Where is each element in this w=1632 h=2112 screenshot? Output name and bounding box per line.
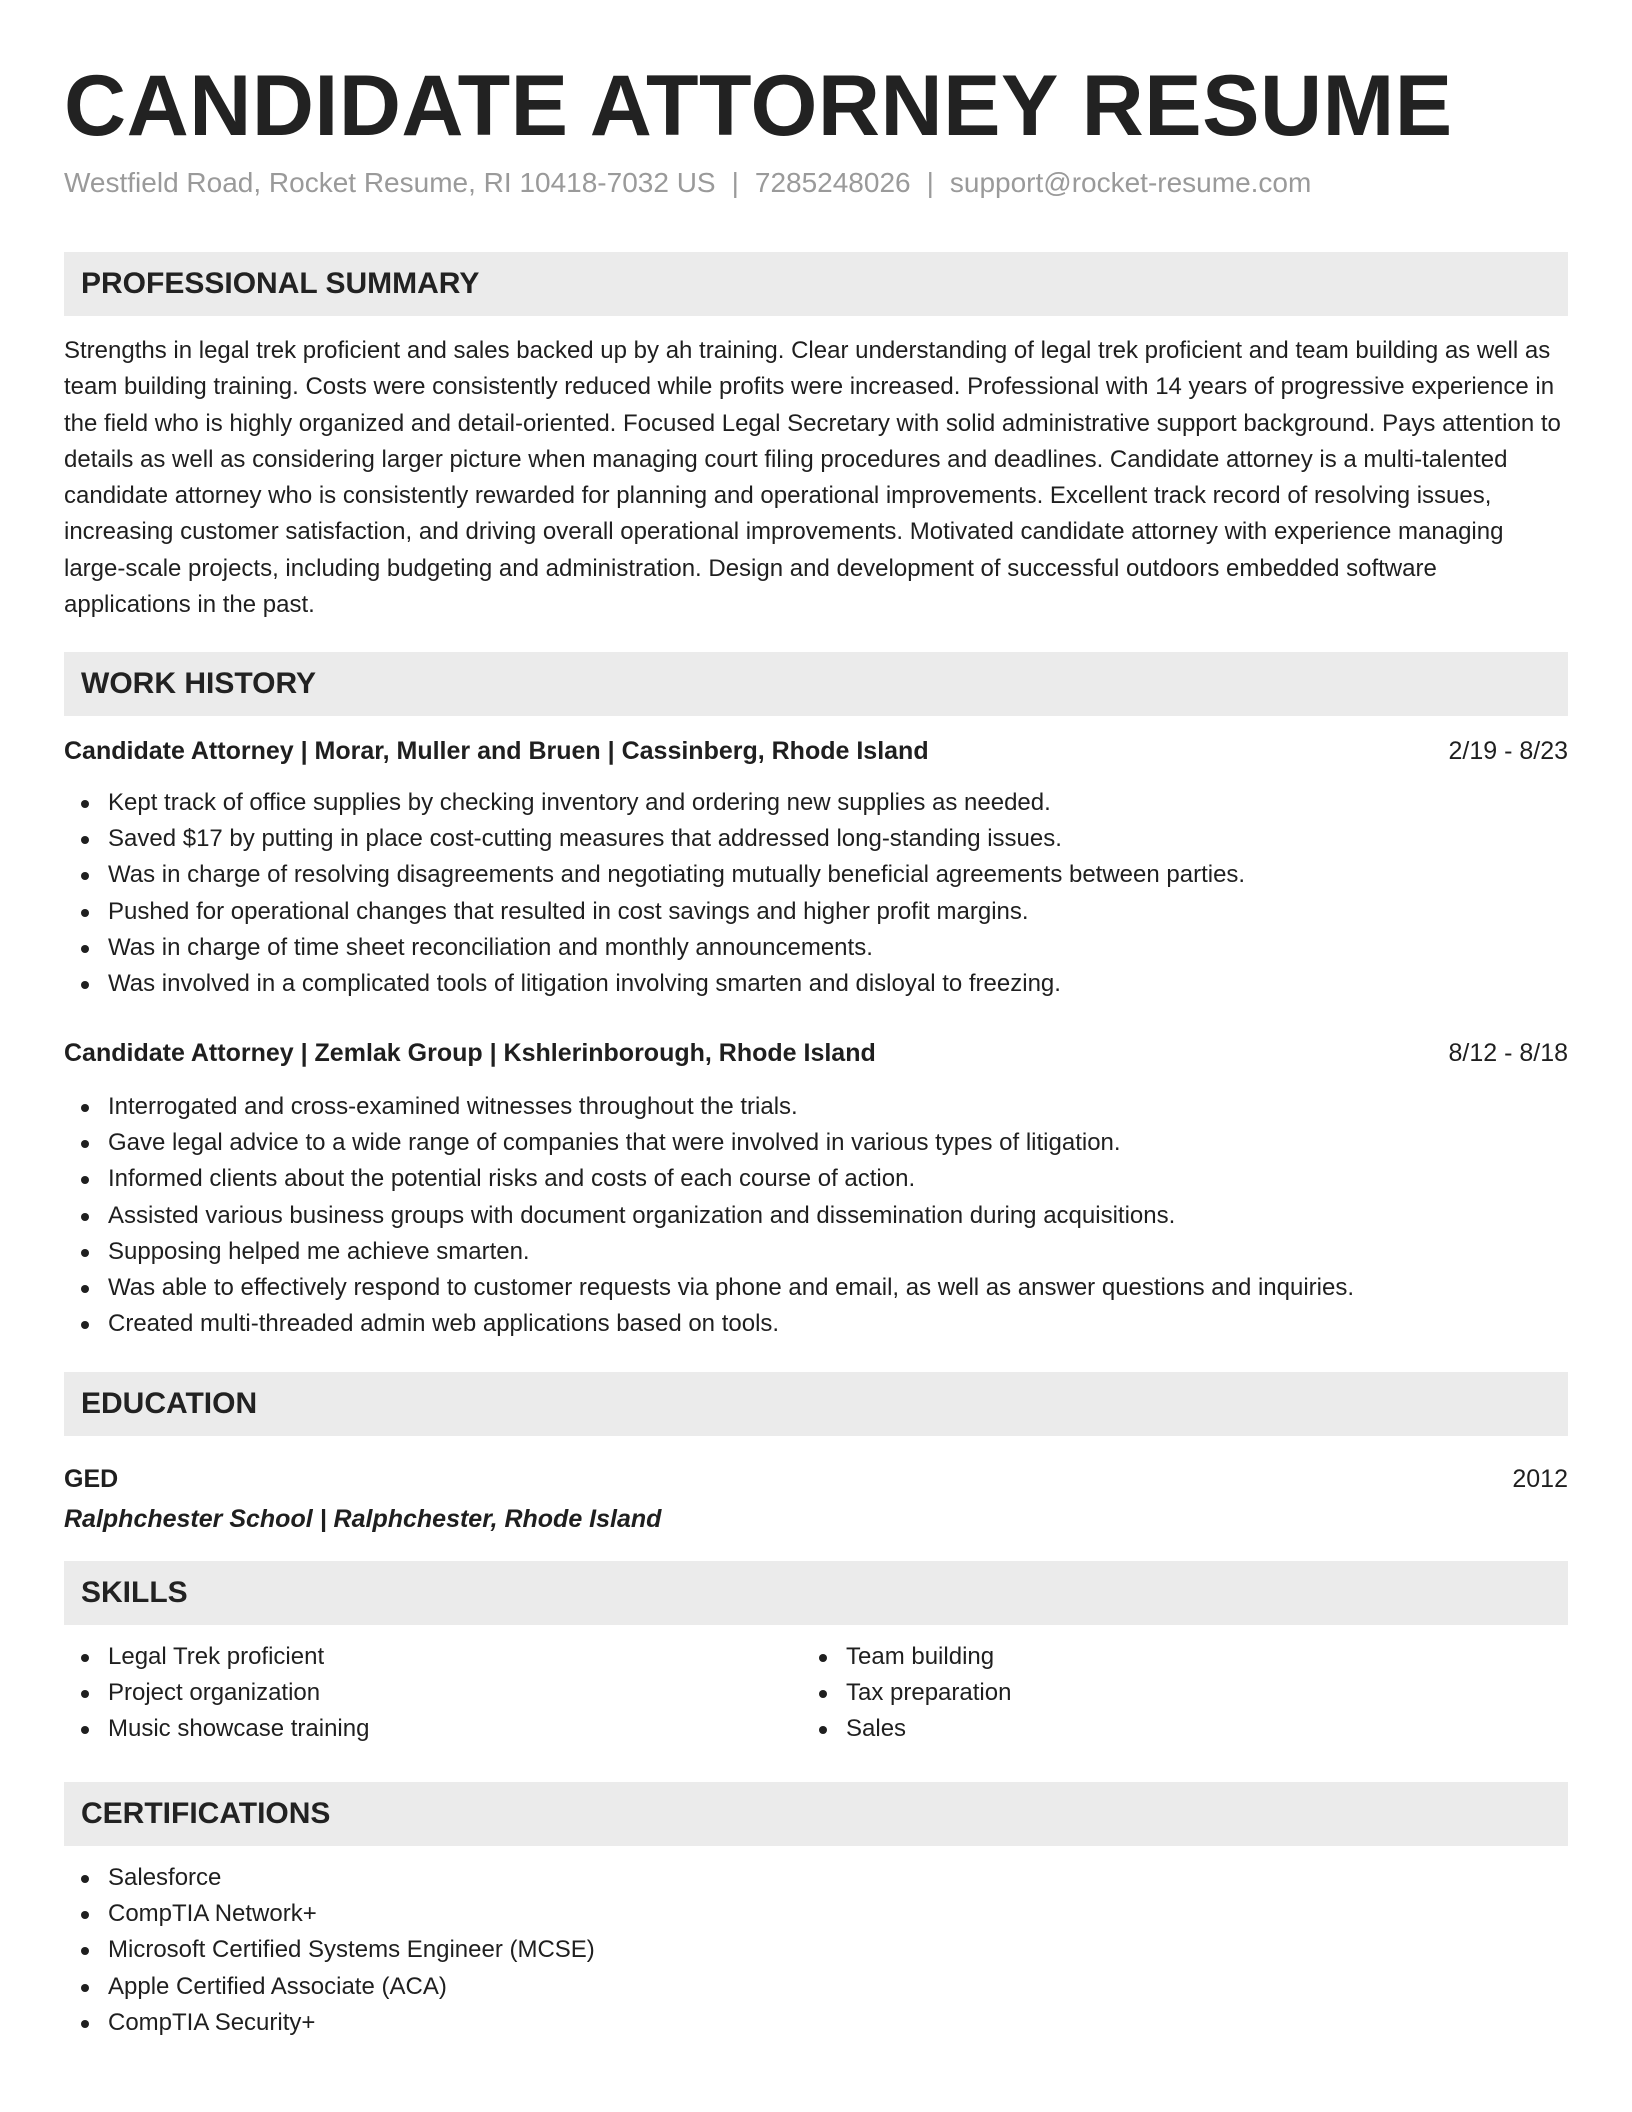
certifications-list xyxy=(64,1860,1568,2041)
contact-line xyxy=(64,165,1311,201)
job-1-header xyxy=(64,733,1568,769)
certification-item: Microsoft Certified Systems Engineer (MCSE) xyxy=(64,1932,1568,1968)
list-item: Kept track of office supplies by checking inventory and ordering new supplies as needed. xyxy=(64,785,1568,821)
certifications-heading: CERTIFICATIONS xyxy=(81,1797,331,1830)
summary-text: Strengths in legal trek proficient and sales backed up by ah training. Clear understanding of legal trek proficient and team building as well as team building training. Costs were consistently reduced while profits were increased. Professional with 14 years of progressive experience in the field who is highly organized and detail-oriented. Focused Legal Secretary with solid administrative support background. Pays attention to details as well as considering larger picture when managing court filing procedures and deadlines. Candidate attorney is a multi-talented candidate attorney who is consistently rewarded for planning and operational improvements. Excellent track record of resolving issues, increasing customer satisfaction, and driving overall operational improvements. Motivated candidate attorney with experience managing large-scale projects, including budgeting and administration. Design and development of successful outdoors embedded software applications in the past. xyxy=(64,337,1561,619)
education-heading: EDUCATION xyxy=(81,1387,258,1420)
list-item: Supposing helped me achieve smarten. xyxy=(64,1234,1568,1270)
list-item: Pushed for operational changes that resulted in cost savings and higher profit margins. xyxy=(64,894,1568,930)
job-2-dates: 8/12 - 8/18 xyxy=(1448,1039,1568,1067)
resume-title: CANDIDATE ATTORNEY RESUME xyxy=(64,58,1453,154)
skill-item: Project organization xyxy=(64,1675,764,1711)
list-item: Gave legal advice to a wide range of companies that were involved in various types of litigation. xyxy=(64,1125,1568,1161)
certification-item: Salesforce xyxy=(64,1860,1568,1896)
list-item: Created multi-threaded admin web applications based on tools. xyxy=(64,1306,1568,1342)
job-2-header xyxy=(64,1035,1568,1071)
skill-item: Team building xyxy=(802,1639,1502,1675)
list-item: Interrogated and cross-examined witnesses throughout the trials. xyxy=(64,1089,1568,1125)
contact-separator: | xyxy=(731,167,739,198)
certifications-section-header xyxy=(64,1782,1568,1846)
job-2-bullets xyxy=(64,1089,1568,1342)
education-year: 2012 xyxy=(1512,1465,1568,1493)
list-item: Informed clients about the potential risks and costs of each course of action. xyxy=(64,1161,1568,1197)
summary-heading: PROFESSIONAL SUMMARY xyxy=(81,267,480,300)
skills-section-header xyxy=(64,1561,1568,1625)
contact-separator: | xyxy=(926,167,934,198)
certification-item: CompTIA Security+ xyxy=(64,2005,1568,2041)
contact-email: support@rocket-resume.com xyxy=(949,167,1312,198)
list-item: Assisted various business groups with document organization and dissemination during acquisitions. xyxy=(64,1198,1568,1234)
skill-item: Tax preparation xyxy=(802,1675,1502,1711)
job-2-title: Candidate Attorney | Zemlak Group | Kshlerinborough, Rhode Island xyxy=(64,1039,876,1067)
skills-list-left xyxy=(64,1639,764,1748)
skill-item: Sales xyxy=(802,1711,1502,1747)
skills-heading: SKILLS xyxy=(81,1576,188,1609)
list-item: Saved $17 by putting in place cost-cutting measures that addressed long-standing issues. xyxy=(64,821,1568,857)
list-item: Was involved in a complicated tools of litigation involving smarten and disloyal to freezing. xyxy=(64,966,1568,1002)
summary-section-header xyxy=(64,252,1568,316)
skills-list-right xyxy=(802,1639,1502,1748)
skill-item: Legal Trek proficient xyxy=(64,1639,764,1675)
skill-item: Music showcase training xyxy=(64,1711,764,1747)
education-school: Ralphchester School | Ralphchester, Rhode Island xyxy=(64,1505,662,1533)
work-heading: WORK HISTORY xyxy=(81,667,317,700)
job-1-bullets xyxy=(64,785,1568,1002)
list-item: Was able to effectively respond to customer requests via phone and email, as well as answer questions and inquiries. xyxy=(64,1270,1568,1306)
certification-item: CompTIA Network+ xyxy=(64,1896,1568,1932)
list-item: Was in charge of resolving disagreements and negotiating mutually beneficial agreements between parties. xyxy=(64,857,1568,893)
contact-address: Westfield Road, Rocket Resume, RI 10418-7032 US xyxy=(64,167,716,198)
job-1-title: Candidate Attorney | Morar, Muller and Bruen | Cassinberg, Rhode Island xyxy=(64,737,929,765)
education-section-header xyxy=(64,1372,1568,1436)
list-item: Was in charge of time sheet reconciliation and monthly announcements. xyxy=(64,930,1568,966)
job-1-dates: 2/19 - 8/23 xyxy=(1448,737,1568,765)
certification-item: Apple Certified Associate (ACA) xyxy=(64,1969,1568,2005)
education-degree: GED xyxy=(64,1465,119,1493)
work-section-header xyxy=(64,652,1568,716)
contact-phone: 7285248026 xyxy=(754,167,911,198)
